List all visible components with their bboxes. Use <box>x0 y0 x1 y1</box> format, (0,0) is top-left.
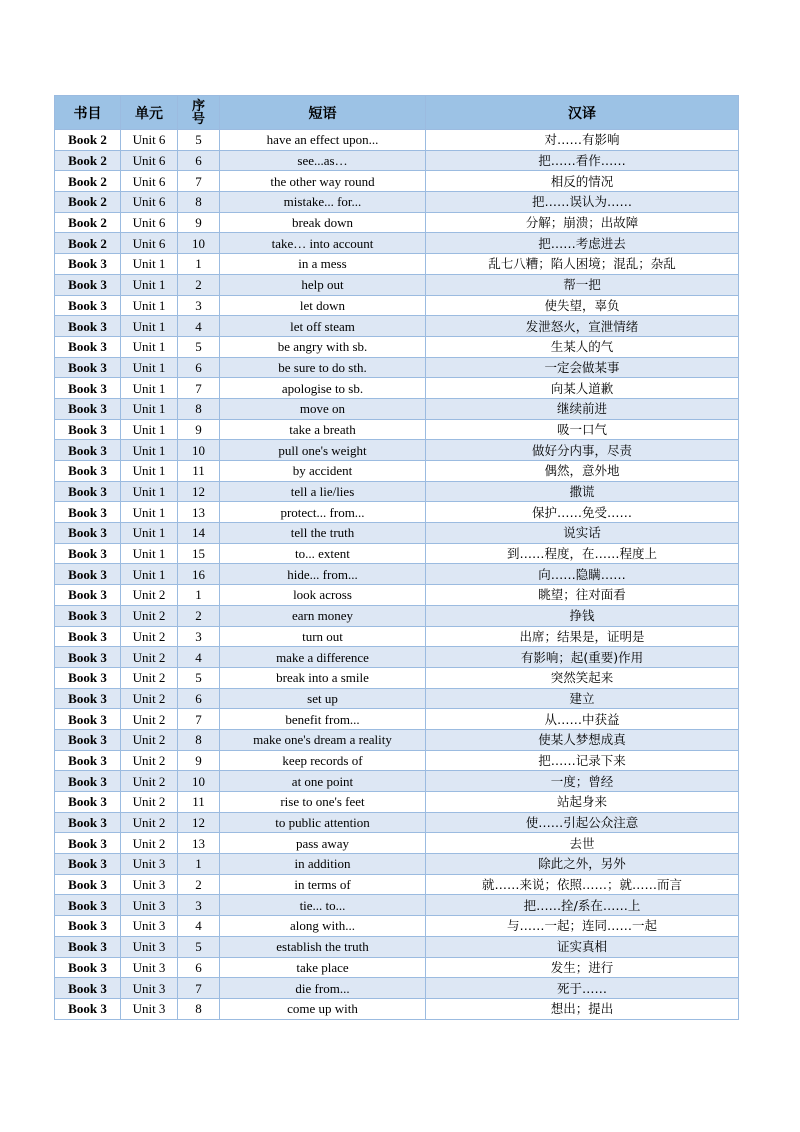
unit-cell: Unit 2 <box>121 688 178 709</box>
unit-cell: Unit 1 <box>121 502 178 523</box>
number-cell: 13 <box>178 502 220 523</box>
book-cell: Book 3 <box>55 957 121 978</box>
book-cell: Book 2 <box>55 212 121 233</box>
header-unit: 单元 <box>121 96 178 130</box>
translation-cell: 把……误认为…… <box>426 192 739 213</box>
table-row <box>55 729 739 750</box>
unit-cell: Unit 6 <box>121 233 178 254</box>
table-row <box>55 523 739 544</box>
number-cell: 7 <box>178 171 220 192</box>
unit-cell: Unit 3 <box>121 978 178 999</box>
table-row <box>55 150 739 171</box>
book-cell: Book 3 <box>55 729 121 750</box>
unit-cell: Unit 1 <box>121 523 178 544</box>
unit-cell: Unit 1 <box>121 419 178 440</box>
book-cell: Book 3 <box>55 833 121 854</box>
translation-cell: 把……考虑进去 <box>426 233 739 254</box>
table-row <box>55 626 739 647</box>
number-cell: 11 <box>178 792 220 813</box>
phrase-cell: keep records of <box>220 750 426 771</box>
translation-cell: 眺望；往对面看 <box>426 585 739 606</box>
book-cell: Book 3 <box>55 481 121 502</box>
number-cell: 6 <box>178 150 220 171</box>
unit-cell: Unit 1 <box>121 316 178 337</box>
table-row <box>55 916 739 937</box>
number-cell: 9 <box>178 419 220 440</box>
number-cell: 2 <box>178 874 220 895</box>
phrase-cell: establish the truth <box>220 936 426 957</box>
translation-cell: 吸一口气 <box>426 419 739 440</box>
translation-cell: 挣钱 <box>426 605 739 626</box>
phrase-cell: protect... from... <box>220 502 426 523</box>
phrase-cell: tell a lie/lies <box>220 481 426 502</box>
unit-cell: Unit 1 <box>121 398 178 419</box>
translation-cell: 对……有影响 <box>426 130 739 151</box>
translation-cell: 就……来说；依照……；就……而言 <box>426 874 739 895</box>
phrase-cell: tell the truth <box>220 523 426 544</box>
table-row <box>55 771 739 792</box>
unit-cell: Unit 1 <box>121 461 178 482</box>
table-row <box>55 481 739 502</box>
book-cell: Book 3 <box>55 419 121 440</box>
phrase-cell: to public attention <box>220 812 426 833</box>
unit-cell: Unit 2 <box>121 626 178 647</box>
translation-cell: 死于…… <box>426 978 739 999</box>
book-cell: Book 2 <box>55 192 121 213</box>
number-cell: 16 <box>178 564 220 585</box>
book-cell: Book 2 <box>55 130 121 151</box>
number-cell: 1 <box>178 854 220 875</box>
book-cell: Book 3 <box>55 936 121 957</box>
book-cell: Book 3 <box>55 792 121 813</box>
phrase-cell: pass away <box>220 833 426 854</box>
header-number <box>178 96 220 130</box>
table-row <box>55 750 739 771</box>
number-cell: 7 <box>178 978 220 999</box>
translation-cell: 继续前进 <box>426 398 739 419</box>
book-cell: Book 3 <box>55 916 121 937</box>
number-cell: 14 <box>178 523 220 544</box>
unit-cell: Unit 2 <box>121 771 178 792</box>
number-cell: 5 <box>178 936 220 957</box>
unit-cell: Unit 2 <box>121 792 178 813</box>
phrase-cell: at one point <box>220 771 426 792</box>
translation-cell: 突然笑起来 <box>426 667 739 688</box>
book-cell: Book 3 <box>55 398 121 419</box>
number-cell: 8 <box>178 998 220 1019</box>
table-row <box>55 233 739 254</box>
phrase-cell: let down <box>220 295 426 316</box>
number-cell: 4 <box>178 647 220 668</box>
unit-cell: Unit 6 <box>121 130 178 151</box>
number-cell: 6 <box>178 357 220 378</box>
header-number-line1: 序 <box>191 98 205 114</box>
number-cell: 3 <box>178 295 220 316</box>
vocabulary-table <box>54 95 739 1020</box>
number-cell: 3 <box>178 895 220 916</box>
table-row <box>55 357 739 378</box>
unit-cell: Unit 6 <box>121 171 178 192</box>
phrase-cell: be angry with sb. <box>220 336 426 357</box>
table-row <box>55 936 739 957</box>
translation-cell: 出席；结果是，证明是 <box>426 626 739 647</box>
unit-cell: Unit 2 <box>121 750 178 771</box>
number-cell: 12 <box>178 481 220 502</box>
translation-cell: 发生；进行 <box>426 957 739 978</box>
translation-cell: 把……记录下来 <box>426 750 739 771</box>
number-cell: 9 <box>178 750 220 771</box>
book-cell: Book 3 <box>55 978 121 999</box>
number-cell: 15 <box>178 543 220 564</box>
phrase-cell: earn money <box>220 605 426 626</box>
table-row <box>55 502 739 523</box>
translation-cell: 一定会做某事 <box>426 357 739 378</box>
table-header <box>55 96 739 130</box>
phrase-cell: benefit from... <box>220 709 426 730</box>
number-cell: 7 <box>178 378 220 399</box>
book-cell: Book 3 <box>55 295 121 316</box>
number-cell: 11 <box>178 461 220 482</box>
phrase-cell: have an effect upon... <box>220 130 426 151</box>
book-cell: Book 3 <box>55 812 121 833</box>
unit-cell: Unit 3 <box>121 874 178 895</box>
table-row <box>55 378 739 399</box>
number-cell: 5 <box>178 130 220 151</box>
unit-cell: Unit 3 <box>121 895 178 916</box>
table-row <box>55 585 739 606</box>
book-cell: Book 3 <box>55 523 121 544</box>
translation-cell: 分解；崩溃；出故障 <box>426 212 739 233</box>
translation-cell: 向某人道歉 <box>426 378 739 399</box>
number-cell: 7 <box>178 709 220 730</box>
unit-cell: Unit 2 <box>121 647 178 668</box>
unit-cell: Unit 1 <box>121 481 178 502</box>
header-book: 书目 <box>55 96 121 130</box>
book-cell: Book 3 <box>55 336 121 357</box>
unit-cell: Unit 2 <box>121 833 178 854</box>
unit-cell: Unit 1 <box>121 543 178 564</box>
table-row <box>55 978 739 999</box>
book-cell: Book 3 <box>55 605 121 626</box>
translation-cell: 使失望，辜负 <box>426 295 739 316</box>
book-cell: Book 3 <box>55 688 121 709</box>
phrase-cell: hide... from... <box>220 564 426 585</box>
table-row <box>55 792 739 813</box>
header-row <box>55 96 739 130</box>
unit-cell: Unit 1 <box>121 274 178 295</box>
book-cell: Book 3 <box>55 357 121 378</box>
phrase-cell: look across <box>220 585 426 606</box>
table-row <box>55 419 739 440</box>
translation-cell: 保护……免受…… <box>426 502 739 523</box>
translation-cell: 有影响；起(重要)作用 <box>426 647 739 668</box>
book-cell: Book 3 <box>55 378 121 399</box>
unit-cell: Unit 2 <box>121 667 178 688</box>
translation-cell: 去世 <box>426 833 739 854</box>
translation-cell: 想出；提出 <box>426 998 739 1019</box>
book-cell: Book 3 <box>55 709 121 730</box>
phrase-cell: break down <box>220 212 426 233</box>
phrase-cell: die from... <box>220 978 426 999</box>
translation-cell: 帮一把 <box>426 274 739 295</box>
number-cell: 9 <box>178 212 220 233</box>
phrase-cell: move on <box>220 398 426 419</box>
number-cell: 12 <box>178 812 220 833</box>
translation-cell: 偶然，意外地 <box>426 461 739 482</box>
book-cell: Book 3 <box>55 895 121 916</box>
phrase-cell: pull one's weight <box>220 440 426 461</box>
book-cell: Book 3 <box>55 316 121 337</box>
book-cell: Book 3 <box>55 626 121 647</box>
phrase-cell: along with... <box>220 916 426 937</box>
translation-cell: 与……一起；连同……一起 <box>426 916 739 937</box>
table-row <box>55 874 739 895</box>
unit-cell: Unit 1 <box>121 254 178 275</box>
phrase-cell: take a breath <box>220 419 426 440</box>
book-cell: Book 2 <box>55 171 121 192</box>
phrase-cell: rise to one's feet <box>220 792 426 813</box>
book-cell: Book 3 <box>55 750 121 771</box>
translation-cell: 站起身来 <box>426 792 739 813</box>
header-number-line2: 号 <box>191 111 205 127</box>
book-cell: Book 3 <box>55 667 121 688</box>
table-row <box>55 212 739 233</box>
phrase-cell: come up with <box>220 998 426 1019</box>
unit-cell: Unit 1 <box>121 295 178 316</box>
translation-cell: 一度；曾经 <box>426 771 739 792</box>
table-row <box>55 274 739 295</box>
unit-cell: Unit 3 <box>121 998 178 1019</box>
translation-cell: 把……拴/系在……上 <box>426 895 739 916</box>
translation-cell: 使……引起公众注意 <box>426 812 739 833</box>
book-cell: Book 3 <box>55 874 121 895</box>
unit-cell: Unit 1 <box>121 336 178 357</box>
book-cell: Book 3 <box>55 998 121 1019</box>
table-row <box>55 957 739 978</box>
book-cell: Book 2 <box>55 150 121 171</box>
number-cell: 5 <box>178 667 220 688</box>
table-row <box>55 854 739 875</box>
table-row <box>55 564 739 585</box>
number-cell: 6 <box>178 688 220 709</box>
number-cell: 8 <box>178 192 220 213</box>
unit-cell: Unit 2 <box>121 605 178 626</box>
translation-cell: 说实话 <box>426 523 739 544</box>
phrase-cell: turn out <box>220 626 426 647</box>
phrase-cell: mistake... for... <box>220 192 426 213</box>
table-row <box>55 461 739 482</box>
table-row <box>55 171 739 192</box>
table-row <box>55 254 739 275</box>
book-cell: Book 3 <box>55 461 121 482</box>
table-row <box>55 192 739 213</box>
number-cell: 10 <box>178 233 220 254</box>
number-cell: 6 <box>178 957 220 978</box>
number-cell: 2 <box>178 605 220 626</box>
book-cell: Book 3 <box>55 647 121 668</box>
phrase-cell: tie... to... <box>220 895 426 916</box>
table-row <box>55 812 739 833</box>
phrase-cell: make one's dream a reality <box>220 729 426 750</box>
table-row <box>55 316 739 337</box>
unit-cell: Unit 3 <box>121 957 178 978</box>
number-cell: 4 <box>178 916 220 937</box>
translation-cell: 向……隐瞒…… <box>426 564 739 585</box>
book-cell: Book 2 <box>55 233 121 254</box>
number-cell: 8 <box>178 729 220 750</box>
phrase-cell: take… into account <box>220 233 426 254</box>
number-cell: 10 <box>178 440 220 461</box>
translation-cell: 乱七八糟；陷人困境；混乱；杂乱 <box>426 254 739 275</box>
table-row <box>55 130 739 151</box>
header-translation: 汉译 <box>426 96 739 130</box>
phrase-cell: the other way round <box>220 171 426 192</box>
number-cell: 13 <box>178 833 220 854</box>
translation-cell: 到……程度，在……程度上 <box>426 543 739 564</box>
phrase-cell: in a mess <box>220 254 426 275</box>
phrase-cell: let off steam <box>220 316 426 337</box>
phrase-cell: break into a smile <box>220 667 426 688</box>
book-cell: Book 3 <box>55 502 121 523</box>
number-cell: 1 <box>178 254 220 275</box>
translation-cell: 发泄怒火，宣泄情绪 <box>426 316 739 337</box>
book-cell: Book 3 <box>55 440 121 461</box>
phrase-cell: make a difference <box>220 647 426 668</box>
unit-cell: Unit 1 <box>121 564 178 585</box>
table-row <box>55 688 739 709</box>
phrase-cell: to... extent <box>220 543 426 564</box>
table-row <box>55 398 739 419</box>
book-cell: Book 3 <box>55 254 121 275</box>
unit-cell: Unit 1 <box>121 440 178 461</box>
number-cell: 10 <box>178 771 220 792</box>
table-row <box>55 336 739 357</box>
number-cell: 2 <box>178 274 220 295</box>
unit-cell: Unit 3 <box>121 916 178 937</box>
unit-cell: Unit 2 <box>121 729 178 750</box>
phrase-cell: take place <box>220 957 426 978</box>
translation-cell: 证实真相 <box>426 936 739 957</box>
unit-cell: Unit 3 <box>121 854 178 875</box>
unit-cell: Unit 2 <box>121 709 178 730</box>
table-body <box>55 130 739 1020</box>
phrase-cell: set up <box>220 688 426 709</box>
table-row <box>55 709 739 730</box>
book-cell: Book 3 <box>55 564 121 585</box>
translation-cell: 生某人的气 <box>426 336 739 357</box>
phrase-cell: in terms of <box>220 874 426 895</box>
table-row <box>55 440 739 461</box>
unit-cell: Unit 3 <box>121 936 178 957</box>
book-cell: Book 3 <box>55 543 121 564</box>
table-row <box>55 543 739 564</box>
book-cell: Book 3 <box>55 771 121 792</box>
translation-cell: 把……看作…… <box>426 150 739 171</box>
unit-cell: Unit 6 <box>121 212 178 233</box>
phrase-cell: see...as… <box>220 150 426 171</box>
book-cell: Book 3 <box>55 854 121 875</box>
table-row <box>55 647 739 668</box>
phrase-cell: help out <box>220 274 426 295</box>
phrase-cell: by accident <box>220 461 426 482</box>
phrase-cell: in addition <box>220 854 426 875</box>
table-row <box>55 833 739 854</box>
unit-cell: Unit 1 <box>121 378 178 399</box>
unit-cell: Unit 6 <box>121 192 178 213</box>
table-row <box>55 895 739 916</box>
translation-cell: 做好分内事，尽责 <box>426 440 739 461</box>
unit-cell: Unit 2 <box>121 812 178 833</box>
translation-cell: 使某人梦想成真 <box>426 729 739 750</box>
table-row <box>55 667 739 688</box>
number-cell: 3 <box>178 626 220 647</box>
number-cell: 8 <box>178 398 220 419</box>
table-row <box>55 998 739 1019</box>
book-cell: Book 3 <box>55 274 121 295</box>
unit-cell: Unit 2 <box>121 585 178 606</box>
unit-cell: Unit 6 <box>121 150 178 171</box>
translation-cell: 从……中获益 <box>426 709 739 730</box>
table-row <box>55 295 739 316</box>
number-cell: 4 <box>178 316 220 337</box>
unit-cell: Unit 1 <box>121 357 178 378</box>
number-cell: 5 <box>178 336 220 357</box>
translation-cell: 除此之外，另外 <box>426 854 739 875</box>
phrase-cell: apologise to sb. <box>220 378 426 399</box>
table-row <box>55 605 739 626</box>
book-cell: Book 3 <box>55 585 121 606</box>
phrase-cell: be sure to do sth. <box>220 357 426 378</box>
number-cell: 1 <box>178 585 220 606</box>
translation-cell: 建立 <box>426 688 739 709</box>
translation-cell: 相反的情况 <box>426 171 739 192</box>
header-phrase: 短语 <box>220 96 426 130</box>
translation-cell: 撒谎 <box>426 481 739 502</box>
